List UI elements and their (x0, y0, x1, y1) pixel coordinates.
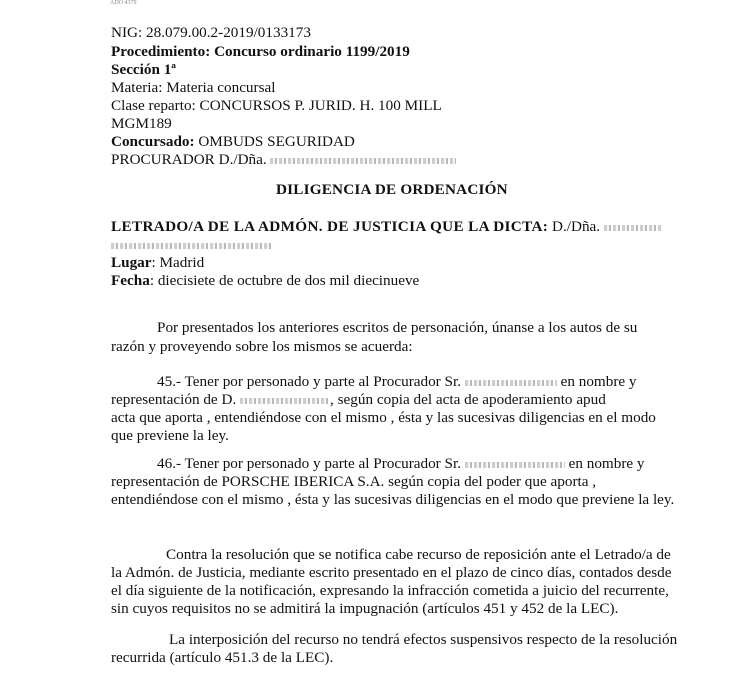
paragraph-line: Por presentados los anteriores escritos de personación, únanse a los autos de su (157, 319, 638, 336)
nig-line: NIG: 28.079.00.2-2019/0133173 (111, 24, 311, 41)
fecha-value: : diecisiete de octubre de dos mil diecinueve (149, 272, 420, 289)
paragraph-46-line (157, 455, 645, 474)
paragraph-45-line (157, 373, 637, 392)
letrado-name-redacted (111, 236, 271, 255)
redaction-mark (465, 462, 565, 468)
text-segment: 45.- Tener por personado y parte al Procurador Sr. (157, 373, 462, 390)
procedimiento-value: Concurso ordinario 1199/2019 (214, 43, 410, 60)
redaction-mark (270, 158, 456, 164)
document-reference: ADO 4379 (110, 0, 137, 6)
lugar-label: Lugar (111, 254, 152, 271)
redaction-mark (465, 380, 557, 386)
interposicion-line: La interposición del recurso no tendrá efectos suspensivos respecto de la resolución (169, 631, 678, 648)
paragraph-46-line: entendiéndose con el mismo , ésta y las sucesivas diligencias en el modo que previene la ley. (111, 491, 675, 508)
code-line: MGM189 (111, 115, 172, 132)
seccion-text: Sección 1ª (111, 61, 176, 78)
procurador-label: PROCURADOR D./Dña. (111, 151, 267, 168)
letrado-value: D./Dña. (552, 218, 601, 235)
concursado-label: Concursado: (111, 133, 195, 150)
redaction-mark (604, 225, 662, 231)
paragraph-45-line (111, 391, 606, 410)
lugar-value: : Madrid (151, 254, 205, 271)
paragraph-line: razón y proveyendo sobre los mismos se acuerda: (111, 338, 413, 355)
recurso-line: Contra la resolución que se notifica cabe recurso de reposición ante el Letrado/a de (166, 546, 671, 563)
concursado-line (111, 133, 355, 152)
concursado-value: OMBUDS SEGURIDAD (198, 133, 355, 150)
procedimiento-line (111, 43, 410, 62)
materia-line: Materia: Materia concursal (111, 79, 276, 96)
recurso-line: sin cuyos requisitos no se admitirá la impugnación (artículos 451 y 452 de la LEC). (111, 600, 619, 617)
seccion-line (111, 61, 176, 80)
document-title: DILIGENCIA DE ORDENACIÓN (276, 181, 508, 198)
text-segment: en nombre y (560, 373, 637, 390)
text-segment: en nombre y (568, 455, 645, 472)
redaction-mark (240, 398, 330, 404)
paragraph-46-line: representación de PORSCHE IBERICA S.A. según copia del poder que aporta , (111, 473, 597, 490)
fecha-label: Fecha (111, 272, 150, 289)
fecha-line (111, 272, 419, 291)
redaction-mark (111, 243, 271, 249)
paragraph-45-line: acta que aporta , entendiéndose con el mismo , ésta y las sucesivas diligencias en el modo (111, 409, 656, 426)
clase-reparto-line: Clase reparto: CONCURSOS P. JURID. H. 100 MILL (111, 97, 442, 114)
recurso-line: la Admón. de Justicia, mediante escrito presentado en el plazo de cinco días, contados desde (111, 564, 672, 581)
text-segment: representación de D. (111, 391, 237, 408)
recurso-line: el día siguiente de la notificación, expresando la infracción cometida a juicio del recurrente, (111, 582, 669, 599)
text-segment: , según copia del acta de apoderamiento apud (330, 391, 606, 408)
letrado-line (111, 218, 662, 237)
procedimiento-label: Procedimiento: (111, 43, 211, 60)
letrado-label: LETRADO/A DE LA ADMÓN. DE JUSTICIA QUE LA DICTA: (111, 218, 549, 235)
procurador-line (111, 151, 456, 170)
paragraph-45-line: que previene la ley. (111, 427, 229, 444)
text-segment: 46.- Tener por personado y parte al Procurador Sr. (157, 455, 462, 472)
lugar-line (111, 254, 204, 273)
interposicion-line: recurrida (artículo 451.3 de la LEC). (111, 649, 334, 666)
